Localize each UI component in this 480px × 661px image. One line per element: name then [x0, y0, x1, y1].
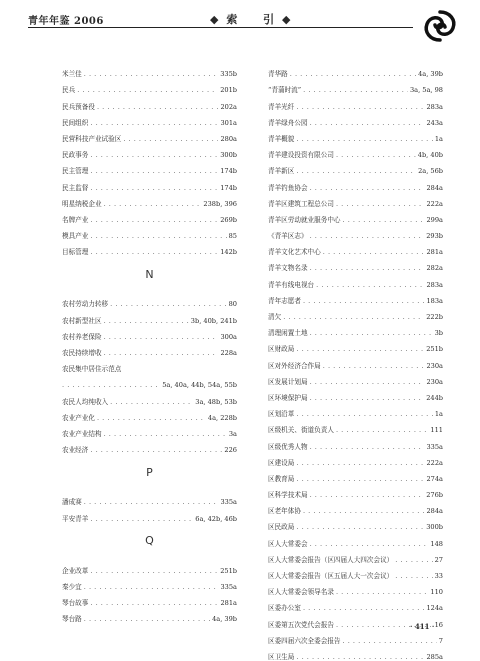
index-entry: [62, 506, 237, 522]
index-term: 区人大常委会领导名录: [268, 588, 334, 597]
page-reference: 80: [228, 300, 237, 309]
dot-leader: [316, 281, 424, 289]
index-term: 农业产业结构: [62, 429, 102, 438]
index-entry: [268, 564, 443, 580]
index-entry: [62, 111, 237, 127]
dot-leader: [123, 135, 218, 143]
index-term: 区财政局: [268, 345, 295, 354]
page-reference: 335a: [220, 498, 237, 507]
index-entry: [62, 438, 237, 454]
index-term: 名牌产业: [62, 215, 89, 224]
page-reference: 280a: [220, 134, 237, 143]
page-reference: 285a: [426, 652, 443, 661]
dot-leader: [310, 540, 429, 548]
index-term: 琴台路: [62, 615, 82, 624]
dot-leader: [90, 232, 226, 240]
page-reference: 4a, 39b: [418, 70, 443, 79]
index-term: 清理闲置土地: [268, 329, 308, 338]
index-term: “青蒲时流”: [268, 86, 302, 95]
page-reference: 1a: [434, 410, 443, 419]
index-entry: [62, 406, 237, 422]
dot-leader: [296, 345, 424, 353]
page-reference: 243a: [426, 118, 443, 127]
dot-leader: [323, 362, 425, 370]
dot-leader: [310, 394, 425, 402]
left-index-column: [62, 62, 237, 623]
page-reference: 226: [224, 446, 237, 455]
index-entry: [268, 127, 443, 143]
index-term: 区环境保护局: [268, 393, 308, 402]
page-reference: 3a: [228, 429, 237, 438]
dot-leader: [104, 349, 219, 357]
index-term: 民主监督: [62, 183, 89, 192]
index-term: 目标管理: [62, 248, 89, 257]
index-entry: [62, 143, 237, 159]
index-entry: [268, 434, 443, 450]
dot-leader: [310, 264, 425, 272]
dot-leader: [296, 167, 416, 175]
page-header: [0, 0, 480, 52]
dot-leader: [104, 200, 202, 208]
book-title: 青年年鉴 2006: [28, 16, 104, 27]
index-term: 区卫生局: [268, 652, 295, 661]
dot-leader: [84, 583, 219, 591]
page-reference: 222a: [426, 199, 443, 208]
dot-leader: [84, 615, 210, 623]
page-reference: 3b, 40b, 241b: [190, 316, 237, 325]
index-term: 区人大常委会报告（区五届人大一次会议）: [268, 572, 394, 580]
dot-leader: [303, 297, 425, 305]
index-entry: [268, 94, 443, 110]
page-reference: 1a: [434, 134, 443, 143]
index-entry: [268, 240, 443, 256]
page-reference: 201b: [220, 86, 237, 95]
dot-leader: [90, 599, 218, 607]
index-entry: [62, 127, 237, 143]
dot-leader: [290, 70, 416, 78]
page-reference: 142b: [220, 248, 237, 257]
index-entry: [62, 78, 237, 94]
dot-leader: [395, 572, 432, 580]
index-term: 区划沿革: [268, 410, 295, 419]
dot-leader: [90, 119, 218, 127]
page-reference: 148: [430, 539, 443, 548]
index-term: 青羊新区: [268, 167, 295, 176]
index-entry: [268, 272, 443, 288]
index-term: 区教育局: [268, 474, 295, 483]
dot-leader: [336, 200, 425, 208]
swirl-logo-icon: [420, 6, 460, 46]
dot-leader: [90, 446, 222, 454]
dot-leader: [110, 300, 226, 308]
page-reference: 300b: [220, 151, 237, 160]
index-entry: [62, 240, 237, 256]
index-term: 青羊建设投资有限公司: [268, 151, 334, 160]
section-title: [210, 11, 291, 27]
dot-leader: [343, 637, 437, 645]
page-reference: 244b: [426, 393, 443, 402]
dot-leader: [77, 86, 218, 94]
index-entry: [268, 499, 443, 515]
index-term: 青羊文化艺术中心: [268, 248, 321, 257]
index-entry: [268, 289, 443, 305]
page-reference: 3a, 5a, 98: [409, 86, 443, 95]
index-entry: [62, 341, 237, 357]
index-term: 区级优秀人物: [268, 442, 308, 451]
section-letter: N: [145, 267, 154, 281]
index-term: 米兰佳: [62, 70, 82, 79]
index-term: 农村养老保险: [62, 332, 102, 341]
page-reference: 85: [228, 232, 237, 241]
index-term: 民营科技产业试验区: [62, 134, 122, 143]
dot-leader: [303, 86, 408, 94]
index-entry: [62, 94, 237, 110]
page-reference: 174b: [220, 167, 237, 176]
dot-leader: [296, 523, 424, 531]
index-entry: [62, 208, 237, 224]
index-term: 青羊区建筑工程总公司: [268, 199, 334, 208]
dot-leader: [283, 313, 424, 321]
dot-leader: [310, 184, 425, 192]
index-entry: [62, 325, 237, 341]
dot-leader: [303, 604, 425, 612]
page-reference: 3a, 48b, 53b: [195, 397, 237, 406]
index-entry: [268, 337, 443, 353]
index-entry: [268, 548, 443, 564]
section-char-2: 引: [263, 13, 276, 26]
index-term: 青羊概貌: [268, 134, 295, 143]
page-reference: 335a: [220, 582, 237, 591]
dot-leader: [97, 414, 206, 422]
index-term: 企业改革: [62, 566, 89, 575]
page-reference: 183a: [426, 296, 443, 305]
page-reference: 2a, 56b: [418, 167, 443, 176]
page-reference: 301a: [220, 118, 237, 127]
index-term: 清欠: [268, 313, 282, 321]
dot-leader: [90, 216, 218, 224]
index-term: 民间组织: [62, 118, 89, 127]
diamond-marker-icon: ◆: [210, 13, 220, 26]
dot-leader: [104, 430, 227, 438]
index-term: 青羊文物名录: [268, 264, 308, 273]
index-entry: [268, 321, 443, 337]
index-entry: [268, 305, 443, 321]
page-reference: 299a: [426, 215, 443, 224]
index-entry: [268, 62, 443, 78]
index-term: 平安青羊: [62, 514, 89, 523]
page-reference: 300a: [220, 332, 237, 341]
dot-leader: [90, 151, 218, 159]
index-entry: [62, 224, 237, 240]
index-term: 农民人均纯收入: [62, 397, 109, 406]
dot-leader: [310, 329, 433, 337]
dot-leader: [296, 410, 432, 418]
page-reference: 27: [434, 555, 443, 564]
page-reference: 283a: [426, 102, 443, 111]
index-term: 区发展计划局: [268, 377, 308, 386]
index-entry: [268, 224, 443, 240]
page-reference: 281a: [426, 248, 443, 257]
page-reference: 4a, 228b: [207, 413, 237, 422]
dot-leader: [310, 119, 425, 127]
index-entry: [268, 515, 443, 531]
page-number: · 411 ·: [410, 622, 435, 631]
index-entry: [268, 143, 443, 159]
index-term: 青羊有线电视台: [268, 280, 315, 289]
index-term: 区人大常委会: [268, 539, 308, 548]
page-reference: 6a, 42b, 46b: [195, 514, 237, 523]
index-entry: [268, 531, 443, 547]
dot-leader: [395, 556, 432, 564]
dot-leader: [336, 426, 428, 434]
index-term: 模具产业: [62, 232, 89, 241]
dot-leader: [104, 317, 189, 325]
dot-leader: [97, 103, 219, 111]
dot-leader: [90, 167, 218, 175]
dot-leader: [84, 498, 219, 506]
dot-leader: [310, 232, 425, 240]
index-term: 青年志愿者: [268, 296, 301, 305]
index-entry: [268, 402, 443, 418]
index-entry: [62, 575, 237, 591]
index-entry: [62, 159, 237, 175]
page-reference: 283a: [426, 280, 443, 289]
dot-leader: [343, 216, 425, 224]
diamond-marker-end-icon: ◆: [282, 13, 292, 26]
index-term: 青羊绿舟公园: [268, 118, 308, 127]
index-term: 农民持续增收: [62, 349, 102, 357]
page-reference: 4b, 40b: [417, 151, 443, 160]
index-entry: [268, 418, 443, 434]
index-term: 区人大常委会报告（区四届人大四次会议）: [268, 555, 394, 564]
index-term: 青羊区劳动就业服务中心: [268, 215, 341, 224]
dot-leader: [310, 443, 425, 451]
page-reference: 228a: [220, 349, 237, 357]
index-term: 农村劳动力转移: [62, 300, 109, 309]
page-reference: 335b: [220, 70, 237, 79]
page-reference: 124a: [426, 604, 443, 613]
index-entry: [268, 208, 443, 224]
section-letter: P: [146, 465, 153, 479]
index-term: 民兵: [62, 86, 76, 95]
dot-leader: [296, 475, 424, 483]
page-reference: 276b: [426, 491, 443, 500]
index-term: 青华路: [268, 70, 288, 79]
index-term: 区委四届六次全委会报告: [268, 636, 341, 645]
index-entry: [62, 389, 237, 405]
page-reference: 7: [438, 636, 443, 645]
index-term: 区建设局: [268, 458, 295, 467]
dot-leader: [84, 70, 218, 78]
index-entry: [62, 62, 237, 78]
index-entry: [268, 645, 443, 661]
page-reference: 202a: [220, 102, 237, 111]
index-entry: [268, 596, 443, 612]
index-term: 青羊钓鱼协会: [268, 183, 308, 192]
index-term: 民兵预备役: [62, 102, 95, 111]
page-reference: 284a: [426, 183, 443, 192]
index-term: 农民集中居住示范点: [62, 365, 122, 374]
index-term: 区级机关、街道负责人: [268, 426, 334, 435]
index-entry: [268, 78, 443, 94]
index-term: 青羊光纤: [268, 102, 295, 111]
header-rule: [28, 27, 413, 28]
page-reference: 230a: [426, 377, 443, 386]
dot-leader: [296, 135, 432, 143]
page-reference: 4a, 39b: [212, 615, 237, 624]
dot-leader: [323, 248, 425, 256]
page-reference: 230a: [426, 361, 443, 370]
page-reference: 335a: [426, 442, 443, 451]
index-term: 区委第五次党代会报告: [268, 620, 334, 629]
index-term: 琴台故事: [62, 599, 89, 608]
index-entry: [62, 357, 237, 373]
page-reference: 284a: [426, 507, 443, 516]
index-term: 区委办公室: [268, 604, 301, 613]
index-entry: [268, 256, 443, 272]
dot-leader: [90, 248, 218, 256]
index-entry: [268, 111, 443, 127]
index-term: 农业产业化: [62, 413, 95, 422]
index-entry: [62, 192, 237, 208]
index-entry: [268, 159, 443, 175]
index-entry: [268, 192, 443, 208]
index-entry: [62, 591, 237, 607]
dot-leader: [310, 491, 425, 499]
dot-leader: [110, 398, 193, 406]
index-entry: [62, 607, 237, 623]
index-entry: [268, 353, 443, 369]
index-term: 民主管理: [62, 167, 89, 176]
dot-leader: [336, 151, 416, 159]
index-entry: [268, 386, 443, 402]
dot-leader: [296, 103, 424, 111]
index-term: 《青羊区志》: [268, 232, 308, 241]
index-entry: [62, 490, 237, 506]
index-term: 明星纳税企业: [62, 199, 102, 208]
page-reference: 110: [430, 588, 443, 597]
index-entry: [62, 373, 237, 389]
index-entry: [268, 483, 443, 499]
page-reference: 5a, 40a, 44b, 54a, 55b: [162, 381, 237, 390]
section-char-1: 索: [226, 13, 239, 26]
page-reference: 282a: [426, 264, 443, 273]
dot-leader: [90, 515, 193, 523]
index-entry: [268, 580, 443, 596]
index-entry: [62, 308, 237, 324]
index-entry: [268, 451, 443, 467]
page-reference: 3b: [434, 329, 443, 338]
dot-leader: [296, 459, 424, 467]
page-reference: 274a: [426, 474, 443, 483]
index-entry: [62, 422, 237, 438]
page-reference: 174b: [220, 183, 237, 192]
index-entry: [62, 175, 237, 191]
index-term: 潘成赛: [62, 498, 82, 507]
section-letter: Q: [145, 534, 154, 547]
index-entry: [268, 175, 443, 191]
page-reference: 293b: [426, 232, 443, 241]
index-term: 区对外经济合作局: [268, 361, 321, 370]
page-reference: 281a: [220, 599, 237, 608]
dot-leader: [104, 333, 219, 341]
dot-leader: [90, 567, 218, 575]
index-entry: [62, 292, 237, 308]
page-reference: 33: [434, 572, 443, 580]
page-reference: 300b: [426, 523, 443, 532]
index-term: 秦少宜: [62, 582, 82, 591]
index-term: 区科学技术局: [268, 491, 308, 500]
index-entry: [268, 467, 443, 483]
index-entry: [268, 370, 443, 386]
index-term: 农村新型社区: [62, 316, 102, 325]
right-index-column: [268, 62, 443, 661]
page-reference: 111: [430, 426, 443, 435]
index-term: 区民政局: [268, 523, 295, 532]
index-term: 农业经济: [62, 446, 89, 455]
dot-leader: [303, 507, 425, 515]
page-reference: 269b: [220, 215, 237, 224]
page-reference: 222a: [426, 458, 443, 467]
page-reference: 251b: [220, 566, 237, 575]
dot-leader: [62, 381, 160, 389]
page-reference: 222b: [426, 313, 443, 321]
page-reference: 251b: [426, 345, 443, 354]
index-term: 区老年体协: [268, 507, 301, 516]
index-entry: [62, 559, 237, 575]
page-reference: 238b, 396: [203, 199, 237, 208]
dot-leader: [90, 184, 218, 192]
page-reference: 16: [434, 620, 443, 629]
dot-leader: [336, 588, 428, 596]
index-term: 民政事务: [62, 151, 89, 160]
dot-leader: [296, 653, 424, 661]
dot-leader: [310, 378, 425, 386]
